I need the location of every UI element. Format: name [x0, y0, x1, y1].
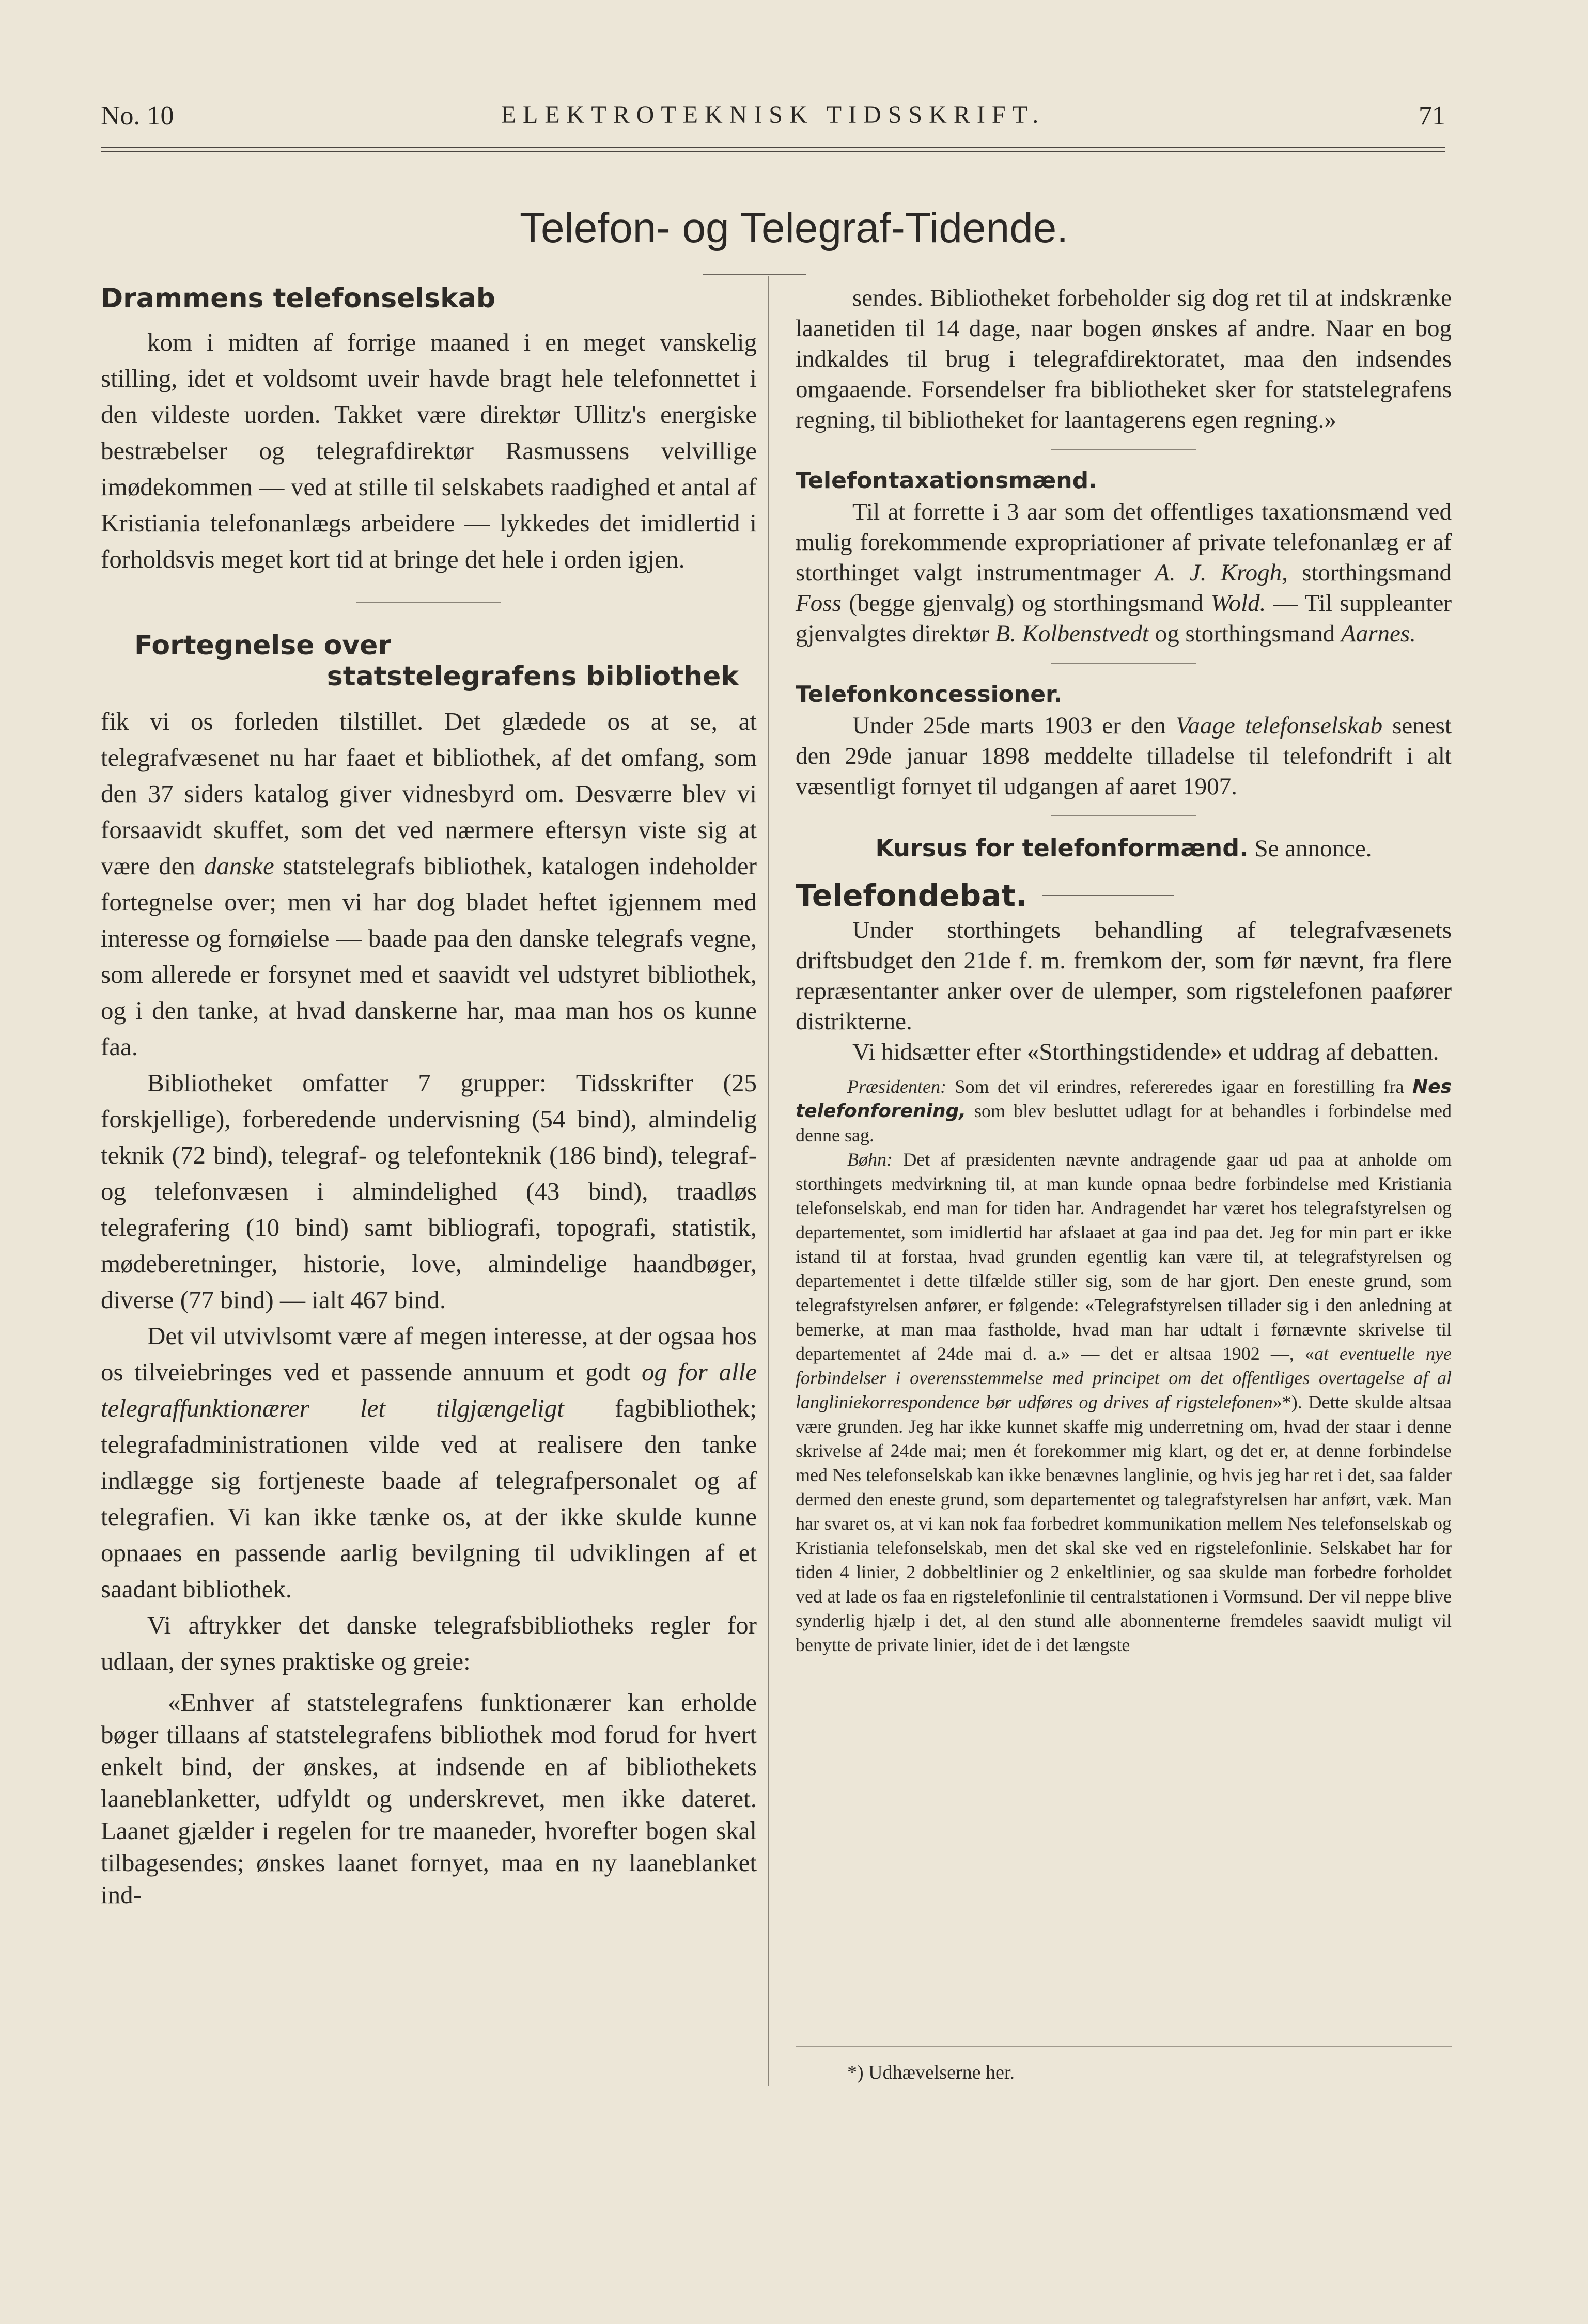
speaker-name: Bøhn:	[847, 1149, 893, 1170]
text: Til at forrette i 3 aar som det offentliges taxationsmænd ved mulig forekommende expropriationer af private telefonanlæg er af storthinget valgt instrumentmager	[796, 498, 1452, 586]
person-name: Aarnes.	[1341, 620, 1416, 647]
column-divider	[768, 276, 769, 2086]
heading-rule	[1042, 895, 1174, 896]
text: statstelegrafs bibliothek, katalogen indeholder fortegnelse over; men vi har dog bladet heftet igjennem med interesse og fornøielse — baade paa den danske telegrafs vegne, som allerede er forsynet med et saavidt vel udstyret bibliothek, og i den tanke, at hvad danskerne har, maa man hos os kunne faa.	[101, 852, 757, 1061]
heading-text: Telefondebat.	[796, 878, 1027, 913]
paragraph-fortegnelse-3	[101, 1318, 757, 1607]
organization-name: Nes telefonforening,	[796, 1076, 1452, 1122]
separator	[1051, 449, 1196, 450]
person-name: B. Kolbenstvedt	[995, 620, 1149, 647]
text: senest den 29de januar 1898 meddelte tilladelse til telefondrift i alt væsentligt fornyet til udgangen af aaret 1907.	[796, 712, 1452, 800]
section-title: Telefon- og Telegraf-Tidende.	[519, 205, 1069, 252]
text: — Til suppleanter gjenvalgtes direktør	[796, 590, 1452, 647]
separator	[1051, 815, 1196, 816]
kursus-notice	[796, 834, 1452, 862]
journal-title: ELEKTROTEKNISK TIDSSKRIFT.	[501, 101, 1046, 129]
paragraph-koncessioner	[796, 711, 1452, 802]
paragraph-debat-1: Under storthingets behandling af telegrafvæsenets driftsbudget den 21de f. m. fremkom der, som før nævnt, fra flere repræsentanter anker over de ulemper, som rigstelefonen paafører distrikterne.	[796, 917, 1452, 1035]
issue-number: No. 10	[101, 101, 174, 131]
text: fagbibliothek; telegrafadministrationen vilde ved at realisere den tanke indlægge sig fortjeneste baade af telegrafpersonalet og af telegrafien. Vi kan ikke tænke os, at der ikke skulde kunne opnaaes en passende aarlig bevilgning til udviklingen af et saadant bibliothek.	[101, 1394, 757, 1603]
text: (begge gjenvalg) og storthingsmand	[841, 590, 1211, 617]
title-rule	[703, 274, 806, 275]
speech-bohn	[796, 1148, 1452, 1657]
emphasis: danske	[204, 852, 274, 880]
heading-fortegnelse	[101, 630, 757, 692]
heading-fortegnelse-line1: Fortegnelse over	[134, 630, 392, 661]
text: Det vil utvivlsomt være af megen interesse, at der ogsaa hos os tilveiebringes ved et passende annuum et godt	[101, 1322, 757, 1386]
text: og storthingsmand	[1148, 620, 1342, 647]
heading-drammens: Drammens telefonselskab	[101, 283, 496, 314]
text: »*). Dette skulde altsaa være grunden. Jeg har ikke kunnet skaffe mig underretning om, hvad der staar i denne skrivelse af 24de mai; men ét forekommer mig klart, og det er, at denne forbindelse med Nes telefonselskab kan ikke benævnes langlinie, og hvis jeg har ret i det, saa falder dermed den eneste grund, som departementet og talegrafstyrelsen har anført, væk. Man har svaret os, at vi kan nok faa forbedret kommunikation mellem Nes telefonselskab og Kristiania telefonselskab, men det skal ske ved en rigstelefonlinie. Selskabet har for tiden 4 linier, 2 dobbeltlinier og 2 enkeltlinier, og saa skulde man forbedre forholdet ved at lade os faa en rigstelefonlinie til centralstationen i Vormsund. Der vil neppe blive synderlig hjælp i det, al den stund alle abonnenterne fremdeles saavidt muligt vil benytte de private linier, idet de i det længste	[796, 1392, 1452, 1655]
text: Som det vil erindres, refereredes igaar en forestilling fra	[946, 1076, 1413, 1097]
paragraph-taxationsmaend	[796, 497, 1452, 649]
heading-taxationsmaend: Telefontaxationsmænd.	[796, 467, 1097, 494]
paragraph-fortegnelse-4: Vi aftrykker det danske telegrafsbibliotheks regler for udlaan, der synes praktiske og greie:	[101, 1611, 757, 1675]
paragraph-debat-2: Vi hidsætter efter «Storthingstidende» et uddrag af debatten.	[852, 1039, 1439, 1065]
text: Under 25de marts 1903 er den	[852, 712, 1176, 739]
company-name: Vaage telefonselskab	[1175, 712, 1383, 739]
heading-fortegnelse-line2: statstelegrafens bibliothek	[326, 661, 739, 692]
header-rule	[101, 147, 1445, 152]
text: Det af præsidenten nævnte andragende gaar ud paa at anholde om storthingets medvirkning til, at man kunde opnaa bedre forbindelse med Kristiania telefonselskab, end man for tiden har. Andragendet har været hos telegrafstyrelsen og departementet, som imidlertid har afslaaet at gaa ind paa det. Jeg for min part er ikke istand til at forstaa, hvad grunden egentlig kan være til, at telegrafstyrelsen og departementet i dette tilfælde stiller sig, som de har gjort. Den eneste grund, som telegrafstyrelsen anfører, er følgende: «Telegrafstyrelsen tillader sig i den anledning at bemerke, at man maa fastholde, hvad man har udtalt i førnævnte skrivelse til departementet af 24de mai d. a.» — det er altsaa 1902 —, «	[796, 1149, 1452, 1364]
text: storthingsmand	[1287, 559, 1452, 586]
separator	[356, 602, 501, 603]
person-name: Wold.	[1210, 590, 1266, 617]
debate-excerpt	[796, 1075, 1452, 1657]
text: fik vi os forleden tilstillet. Det glædede os at se, at telegrafvæsenet nu har faaet et bibliothek, af det omfang, som den 37 siders katalog giver vidnesbyrd om. Desværre blev vi forsaavidt skuffet, som det ved nærmere eftersyn viste sig at være den	[101, 707, 757, 880]
paragraph-fortegnelse-5: «Enhver af statstelegrafens funktionærer kan erholde bøger tillaans af statstelegrafens bibliothek mod forud for hvert enkelt bind, der ønskes, at indsende en af bibliothekets laaneblanketter, udfyldt og underskrevet, men ikke dateret. Laanet gjælder i regelen for tre maaneder, hvorefter bogen skal tilbagesendes; ønskes laanet fornyet, maa en ny laaneblanket ind-	[101, 1688, 757, 1909]
footnote-text: *) Udhævelserne her.	[847, 2062, 1015, 2083]
right-column	[796, 283, 1452, 1657]
quoted-emphasis: at eventuelle nye forbindelser i overensstemmelse med principet om det offentliges overtagelse af al langliniekorrespondence bør udføres og drives af rigstelefonen	[796, 1343, 1452, 1412]
text: som blev besluttet udlagt for at behandles i forbindelse med denne sag.	[796, 1101, 1452, 1145]
kursus-heading: Kursus for telefonformænd.	[875, 834, 1249, 862]
kursus-text: Se annonce.	[1248, 835, 1372, 862]
running-head	[101, 101, 1445, 137]
speaker-name: Præsidenten:	[847, 1076, 946, 1097]
footnote-rule	[796, 2046, 1452, 2047]
footnote	[821, 2048, 1338, 2084]
heading-telefondebat	[796, 878, 1452, 913]
heading-koncessioner: Telefonkoncessioner.	[796, 681, 1063, 708]
page-number: 71	[1419, 101, 1445, 131]
paragraph-fortegnelse-2: Bibliotheket omfatter 7 grupper: Tidsskrifter (25 forskjellige), forberedende undervisning (54 bind), almindelig teknik (72 bind), telegraf- og telefonteknik (186 bind), telegraf- og telefonvæsen i almindelighed (43 bind), traadløs telegrafering (10 bind) samt bibliografi, topografi, statistik, mødeberetninger, historie, love, almindelige haandbøger, diverse (77 bind) — ialt 467 bind.	[101, 1069, 757, 1314]
person-name: A. J. Krogh,	[1155, 559, 1288, 586]
separator	[1051, 663, 1196, 664]
person-name: Foss	[796, 590, 842, 617]
speech-praesidenten	[796, 1075, 1452, 1148]
left-column	[101, 283, 757, 1911]
paragraph-drammens: kom i midten af forrige maaned i en meget vanskelig stilling, idet et voldsomt uveir havde bragt hele telefonnettet i den vildeste uorden. Takket være direktør Ullitz's energiske bestræbelser og telegrafdirektør Rasmussens velvillige imødekommen — ved at stille til selskabets raadighed et antal af Kristiania telefonanlægs arbeidere — lykkedes det imidlertid i forholdsvis meget kort tid at bringe det hele i orden igjen.	[101, 328, 757, 573]
paragraph-fortegnelse-1	[101, 703, 757, 1065]
emphasis: og for alle telegraffunktionærer let tilgjængeligt	[101, 1358, 757, 1422]
paragraph-continued: sendes. Bibliotheket forbeholder sig dog ret til at indskrænke laanetiden til 14 dage, naar bogen ønskes af andre. Naar en bog indkaldes til brug i telegrafdirektoratet, maa den indsendes omgaaende. Forsendelser fra bibliotheket sker for statstelegrafens regning, til bibliotheket for laantagerens egen regning.»	[796, 285, 1452, 433]
